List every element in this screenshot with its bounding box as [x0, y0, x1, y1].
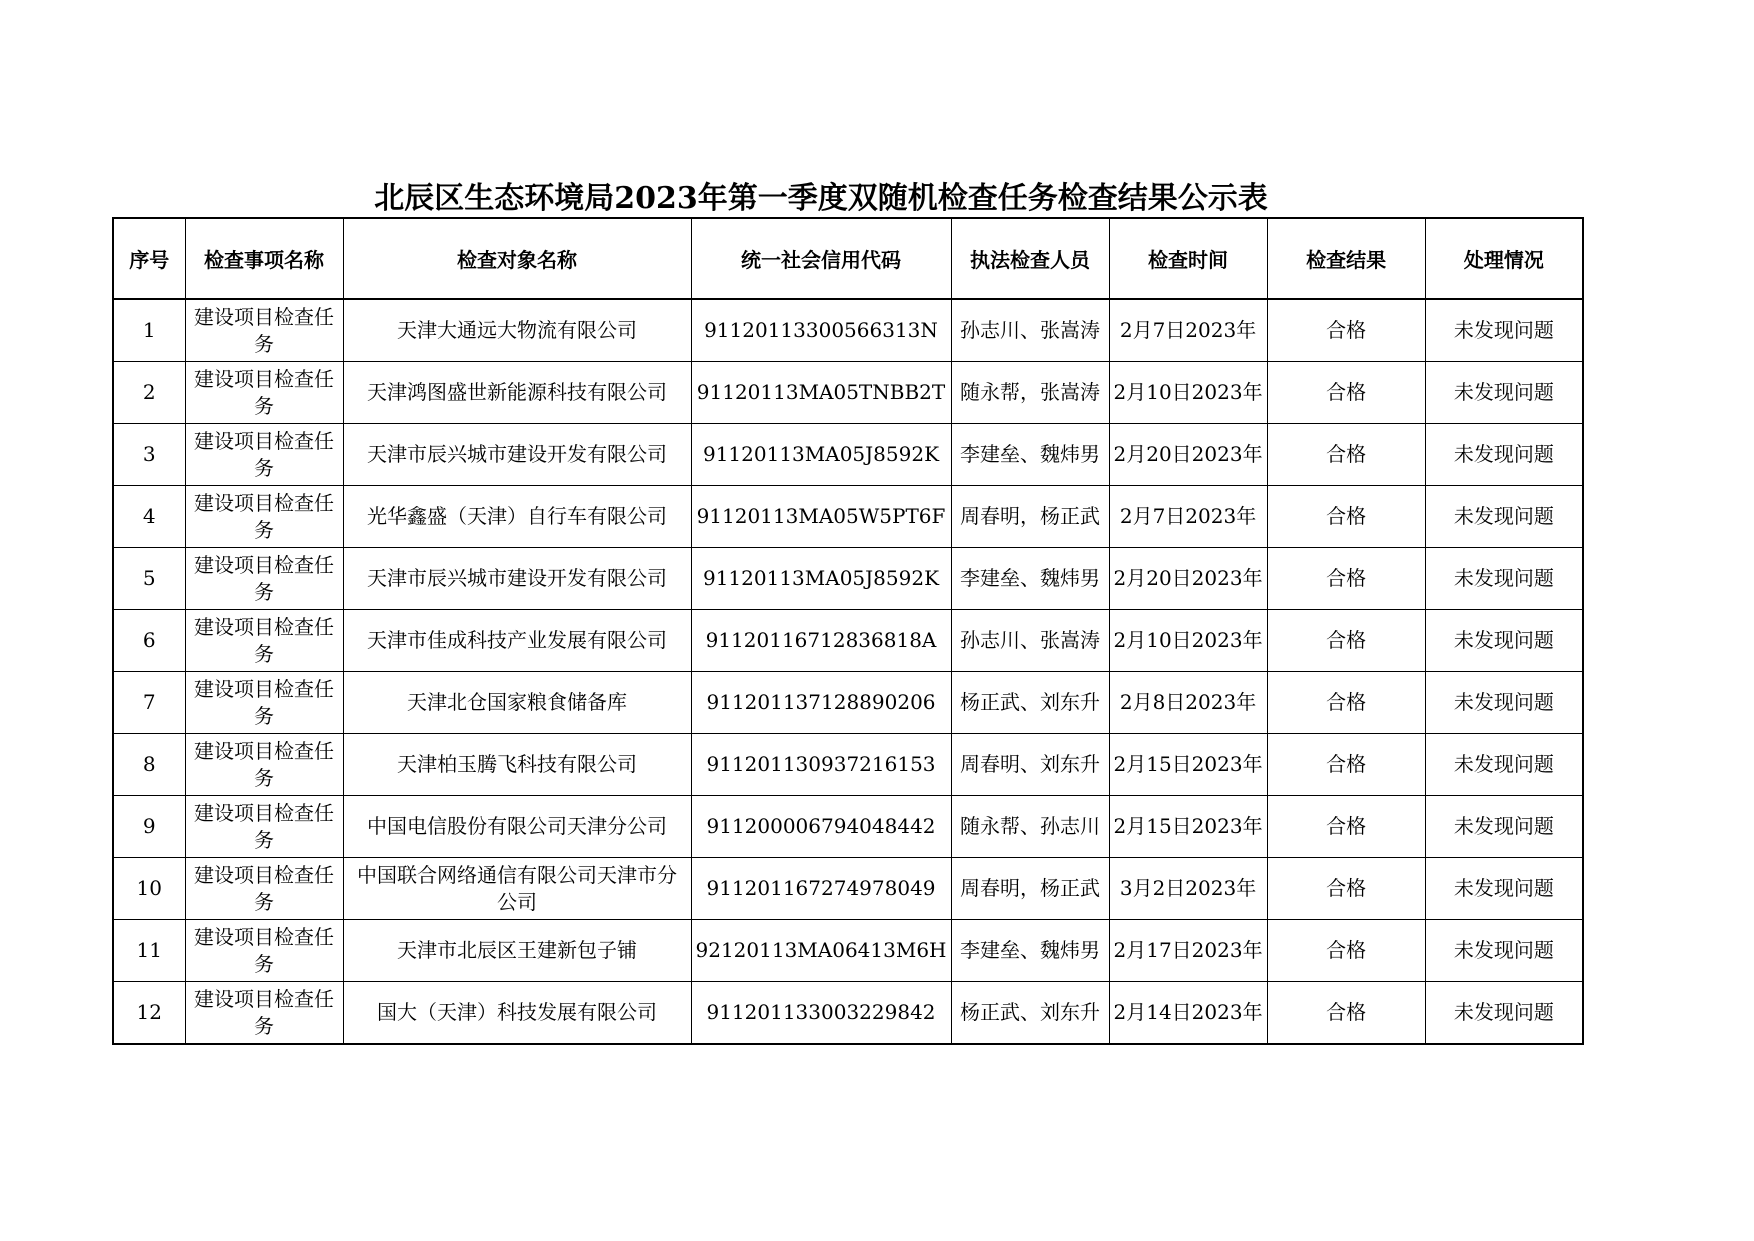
- target-name-cell: 国大（天津）科技发展有限公司: [343, 982, 691, 1045]
- handling-cell: 未发现问题: [1425, 734, 1583, 796]
- target-name-cell: 天津市佳成科技产业发展有限公司: [343, 610, 691, 672]
- inspection-date-cell: 2月20日2023年: [1109, 424, 1267, 486]
- result-cell: 合格: [1267, 299, 1425, 362]
- target-name-cell: 天津北仓国家粮食储备库: [343, 672, 691, 734]
- inspectors-cell: 李建垒、魏炜男: [951, 920, 1109, 982]
- table-row: [113, 858, 1583, 920]
- target-name-cell: 天津大通远大物流有限公司: [343, 299, 691, 362]
- handling-cell: 未发现问题: [1425, 672, 1583, 734]
- credit-code-cell: 91120113MA05J8592K: [691, 548, 951, 610]
- header-inspection-date: 检查时间: [1109, 218, 1267, 299]
- inspectors-cell: 随永帮、孙志川: [951, 796, 1109, 858]
- table-row: [113, 299, 1583, 362]
- inspection-date-cell: 2月15日2023年: [1109, 796, 1267, 858]
- serial-no-cell: 10: [113, 858, 185, 920]
- inspectors-cell: 李建垒、魏炜男: [951, 424, 1109, 486]
- credit-code-cell: 911201133003229842: [691, 982, 951, 1045]
- inspection-date-cell: 2月10日2023年: [1109, 362, 1267, 424]
- result-cell: 合格: [1267, 672, 1425, 734]
- result-cell: 合格: [1267, 548, 1425, 610]
- target-name-cell: 光华鑫盛（天津）自行车有限公司: [343, 486, 691, 548]
- inspection-date-cell: 2月7日2023年: [1109, 299, 1267, 362]
- serial-no-cell: 11: [113, 920, 185, 982]
- table-header-row: [113, 218, 1583, 299]
- serial-no-cell: 1: [113, 299, 185, 362]
- handling-cell: 未发现问题: [1425, 920, 1583, 982]
- result-cell: 合格: [1267, 734, 1425, 796]
- item-name-cell: 建设项目检查任务: [185, 610, 343, 672]
- item-name-cell: 建设项目检查任务: [185, 920, 343, 982]
- serial-no-cell: 12: [113, 982, 185, 1045]
- item-name-cell: 建设项目检查任务: [185, 362, 343, 424]
- target-name-cell: 天津柏玉腾飞科技有限公司: [343, 734, 691, 796]
- inspection-date-cell: 3月2日2023年: [1109, 858, 1267, 920]
- credit-code-cell: 911200006794048442: [691, 796, 951, 858]
- result-cell: 合格: [1267, 424, 1425, 486]
- inspection-results-table: [112, 217, 1584, 1045]
- handling-cell: 未发现问题: [1425, 486, 1583, 548]
- target-name-cell: 天津市辰兴城市建设开发有限公司: [343, 548, 691, 610]
- inspectors-cell: 周春明，杨正武: [951, 486, 1109, 548]
- table-row: [113, 920, 1583, 982]
- credit-code-cell: 911201130937216153: [691, 734, 951, 796]
- serial-no-cell: 5: [113, 548, 185, 610]
- serial-no-cell: 8: [113, 734, 185, 796]
- credit-code-cell: 911201137128890206: [691, 672, 951, 734]
- inspectors-cell: 孙志川、张嵩涛: [951, 610, 1109, 672]
- table-row: [113, 424, 1583, 486]
- handling-cell: 未发现问题: [1425, 982, 1583, 1045]
- header-target-name: 检查对象名称: [343, 218, 691, 299]
- item-name-cell: 建设项目检查任务: [185, 982, 343, 1045]
- target-name-cell: 天津鸿图盛世新能源科技有限公司: [343, 362, 691, 424]
- inspectors-cell: 杨正武、刘东升: [951, 672, 1109, 734]
- inspection-date-cell: 2月20日2023年: [1109, 548, 1267, 610]
- serial-no-cell: 7: [113, 672, 185, 734]
- table-row: [113, 610, 1583, 672]
- target-name-cell: 天津市辰兴城市建设开发有限公司: [343, 424, 691, 486]
- header-credit-code: 统一社会信用代码: [691, 218, 951, 299]
- table-row: [113, 486, 1583, 548]
- credit-code-cell: 91120113MA05W5PT6F: [691, 486, 951, 548]
- header-item-name: 检查事项名称: [185, 218, 343, 299]
- header-result: 检查结果: [1267, 218, 1425, 299]
- item-name-cell: 建设项目检查任务: [185, 672, 343, 734]
- item-name-cell: 建设项目检查任务: [185, 548, 343, 610]
- result-cell: 合格: [1267, 610, 1425, 672]
- result-cell: 合格: [1267, 858, 1425, 920]
- inspectors-cell: 杨正武、刘东升: [951, 982, 1109, 1045]
- header-inspectors: 执法检查人员: [951, 218, 1109, 299]
- inspection-date-cell: 2月15日2023年: [1109, 734, 1267, 796]
- target-name-cell: 天津市北辰区王建新包子铺: [343, 920, 691, 982]
- inspection-date-cell: 2月17日2023年: [1109, 920, 1267, 982]
- credit-code-cell: 91120113MA05J8592K: [691, 424, 951, 486]
- inspection-date-cell: 2月7日2023年: [1109, 486, 1267, 548]
- item-name-cell: 建设项目检查任务: [185, 299, 343, 362]
- inspection-date-cell: 2月10日2023年: [1109, 610, 1267, 672]
- table-row: [113, 982, 1583, 1045]
- inspectors-cell: 随永帮，张嵩涛: [951, 362, 1109, 424]
- inspectors-cell: 周春明，杨正武: [951, 858, 1109, 920]
- item-name-cell: 建设项目检查任务: [185, 486, 343, 548]
- target-name-cell: 中国联合网络通信有限公司天津市分公司: [343, 858, 691, 920]
- serial-no-cell: 9: [113, 796, 185, 858]
- inspectors-cell: 李建垒、魏炜男: [951, 548, 1109, 610]
- inspectors-cell: 孙志川、张嵩涛: [951, 299, 1109, 362]
- handling-cell: 未发现问题: [1425, 362, 1583, 424]
- result-cell: 合格: [1267, 486, 1425, 548]
- handling-cell: 未发现问题: [1425, 548, 1583, 610]
- result-cell: 合格: [1267, 920, 1425, 982]
- inspectors-cell: 周春明、刘东升: [951, 734, 1109, 796]
- credit-code-cell: 911201167274978049: [691, 858, 951, 920]
- credit-code-cell: 92120113MA06413M6H: [691, 920, 951, 982]
- serial-no-cell: 3: [113, 424, 185, 486]
- table-row: [113, 796, 1583, 858]
- page-title: 北辰区生态环境局2023年第一季度双随机检查任务检查结果公示表: [374, 181, 1268, 216]
- header-serial-no: 序号: [113, 218, 185, 299]
- table-row: [113, 362, 1583, 424]
- serial-no-cell: 6: [113, 610, 185, 672]
- inspection-date-cell: 2月8日2023年: [1109, 672, 1267, 734]
- item-name-cell: 建设项目检查任务: [185, 858, 343, 920]
- result-cell: 合格: [1267, 362, 1425, 424]
- credit-code-cell: 91120113MA05TNBB2T: [691, 362, 951, 424]
- handling-cell: 未发现问题: [1425, 299, 1583, 362]
- result-cell: 合格: [1267, 982, 1425, 1045]
- inspection-date-cell: 2月14日2023年: [1109, 982, 1267, 1045]
- item-name-cell: 建设项目检查任务: [185, 734, 343, 796]
- table-row: [113, 548, 1583, 610]
- result-cell: 合格: [1267, 796, 1425, 858]
- header-handling: 处理情况: [1425, 218, 1583, 299]
- handling-cell: 未发现问题: [1425, 610, 1583, 672]
- table-row: [113, 734, 1583, 796]
- target-name-cell: 中国电信股份有限公司天津分公司: [343, 796, 691, 858]
- handling-cell: 未发现问题: [1425, 858, 1583, 920]
- handling-cell: 未发现问题: [1425, 424, 1583, 486]
- serial-no-cell: 2: [113, 362, 185, 424]
- handling-cell: 未发现问题: [1425, 796, 1583, 858]
- item-name-cell: 建设项目检查任务: [185, 796, 343, 858]
- table-row: [113, 672, 1583, 734]
- credit-code-cell: 91120113300566313N: [691, 299, 951, 362]
- item-name-cell: 建设项目检查任务: [185, 424, 343, 486]
- credit-code-cell: 91120116712836818A: [691, 610, 951, 672]
- serial-no-cell: 4: [113, 486, 185, 548]
